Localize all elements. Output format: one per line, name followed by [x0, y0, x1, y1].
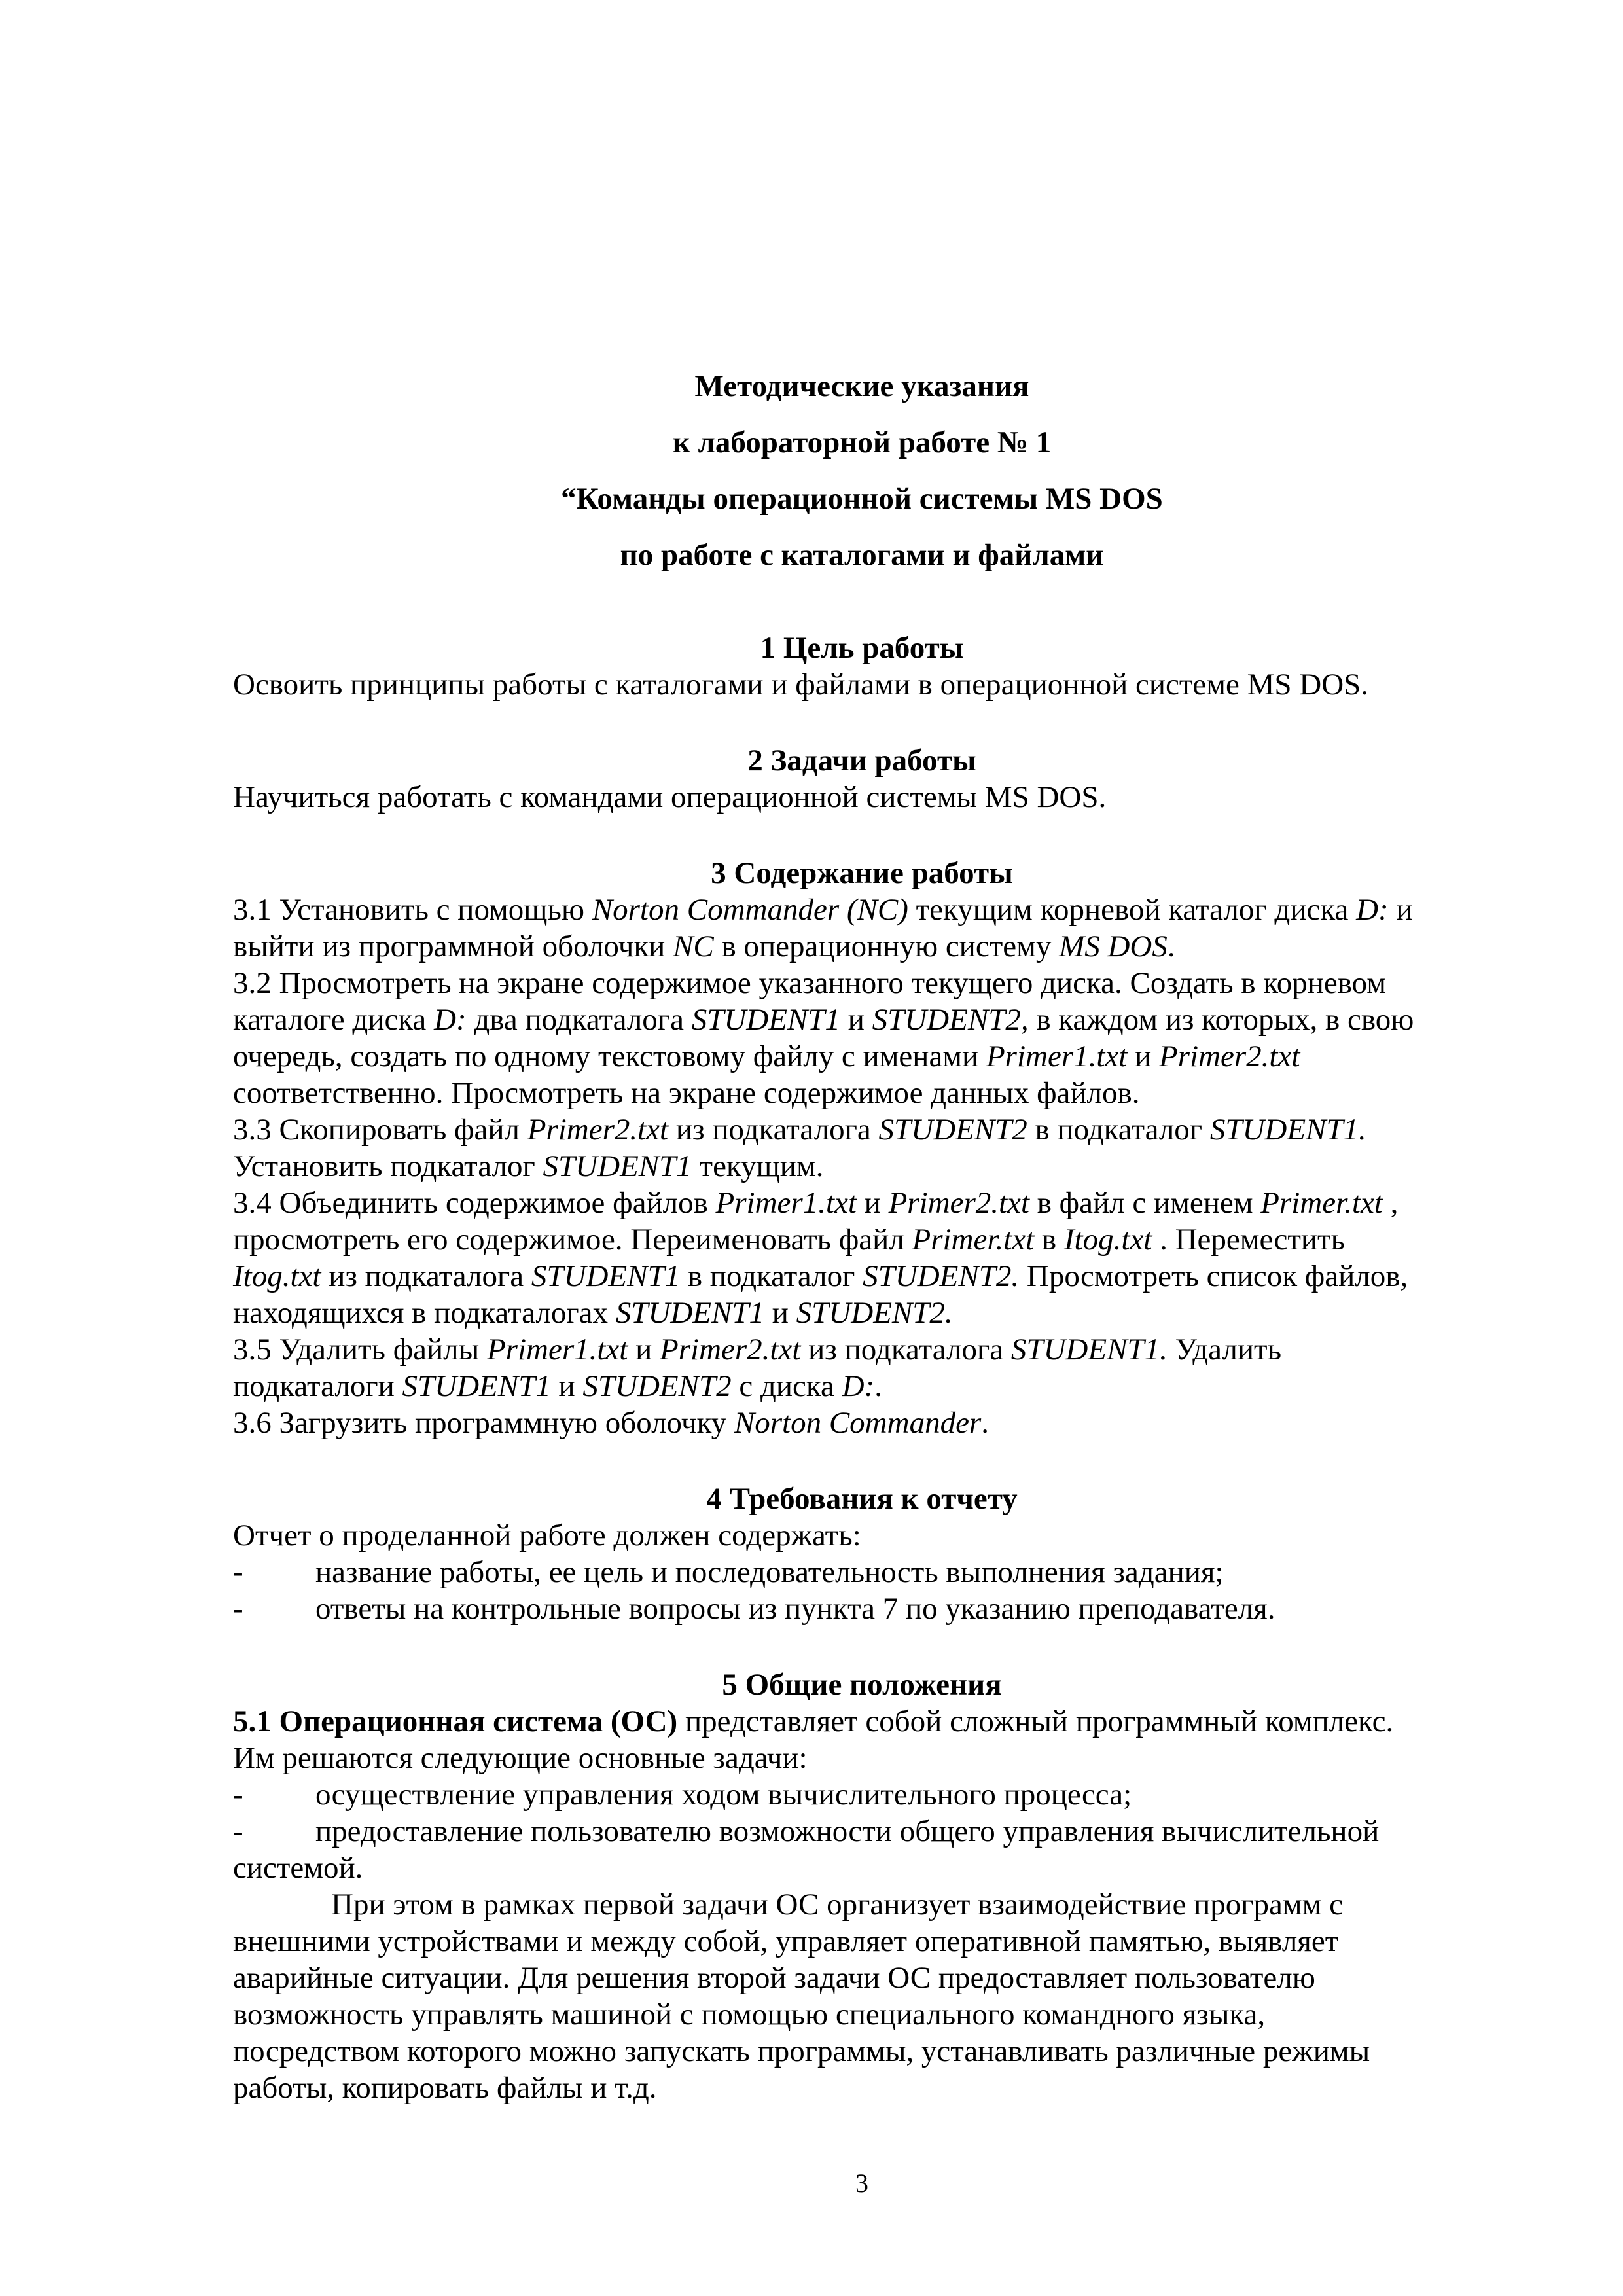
section-2-heading: 2 Задачи работы — [747, 744, 976, 778]
section-1-text: Освоить принципы работы с каталогами и файлами в операционной системе MS DOS. — [233, 668, 1369, 702]
section-5-para-line-2: внешними устройствами и между собой, управляет оперативной памятью, выявляет — [233, 1924, 1339, 1958]
section-4-heading: 4 Требования к отчету — [706, 1482, 1018, 1516]
section-1-heading: 1 Цель работы — [760, 631, 964, 665]
section-5-heading: 5 Общие положения — [722, 1668, 1002, 1702]
item-3-2-line-4: соответственно. Просмотреть на экране содержимое данных файлов. — [233, 1076, 1140, 1110]
title-line-4: по работе с каталогами и файлами — [620, 538, 1104, 572]
item-3-2-line-3: очередь, создать по одному текстовому файлу с именами Primer1.txt и Primer2.txt — [233, 1039, 1300, 1073]
section-4-intro: Отчет о проделанной работе должен содержать: — [233, 1518, 861, 1552]
title-line-1: Методические указания — [694, 369, 1029, 403]
title-line-2: к лабораторной работе № 1 — [672, 425, 1052, 459]
section-5-para-line-1: При этом в рамках первой задачи ОС организует взаимодействие программ с — [331, 1888, 1343, 1922]
item-3-4-line-4: находящихся в подкаталогах STUDENT1 и STUDENT2. — [233, 1296, 953, 1330]
section-5-para-line-6: работы, копировать файлы и т.д. — [233, 2071, 657, 2105]
title-line-3: “Команды операционной системы MS DOS — [561, 482, 1163, 516]
item-3-1-line-1: 3.1 Установить с помощью Norton Commander (NC) текущим корневой каталог диска D: и — [233, 893, 1413, 927]
document-page: Методические указания к лабораторной работе № 1 “Команды операционной системы MS DOS по работе с каталогами и файлами 1 Цель работы Освоить принципы работы с каталогами и файлами в операционной системе MS DOS. 2 Задачи работы Научиться работать с командами операционной системы MS DOS. 3 Содержание работы 3.1 Установить с помощью Norton Commander (NC) текущим корневой каталог диска D: и выйти из программной оболочки NC в операционную систему MS DOS. 3.2 Просмотреть на экране содержимое указанного текущего диска. Создать в корневом каталоге диска D: два подкаталога STUDENT1 и STUDENT2, в каждом из которых, в свою очередь, создать по одному текстовому файлу с именами Primer1.txt и Primer2.txt соответственно. Просмотреть на экране содержимое данных файлов. 3.3 Скопировать файл Primer2.txt из подкаталога STUDENT2 в подкаталог STUDENT1. Установить подкаталог STUDENT1 текущим. 3.4 Объединить содержимое файлов Primer1.txt и Primer2.txt в файл с именем Primer.txt , просмотреть его содержимое. Переименовать файл Primer.txt в Itog.txt . Переместить Itog.txt из подкаталога STUDENT1 в подкаталог STUDENT2. Просмотреть список файлов, находящихся в подкаталогах STUDENT1 и STUDENT2. 3.5 Удалить файлы Primer1.txt и Primer2.txt из подкаталога STUDENT1. Удалить подкаталоги STUDENT1 и STUDENT2 с диска D:. 3.6 Загрузить программную оболочку Norton Commander. 4 Требования к отчету Отчет о проделанной работе должен содержать: - название работы, ее цель и последовательность выполнения задания; - ответы на контрольные вопросы из пункта 7 по указанию преподавателя. 5 Общие положения 5.1 Операционная система (ОС) представляет собой сложный программный комплекс. Им решаются следующие основные задачи: - осуществление управления ходом вычислительного процесса; - предоставление пользователю возможности общего управления вычислительной системой. При этом в рамках первой задачи ОС организует взаимодействие программ с внешними устройствами и между собой, управляет оперативной памятью, выявляет аварийные ситуации. Для решения второй задачи ОС предоставляет пользователю возможность управлять машиной с помощью специального командного языка, посредством которого можно запускать программы, устанавливать различные режимы работы, копировать файлы и т.д. 3 — [0, 0, 1623, 2296]
section-5-para-line-5: посредством которого можно запускать программы, устанавливать различные режимы — [233, 2034, 1370, 2068]
item-3-2-line-1: 3.2 Просмотреть на экране содержимое указанного текущего диска. Создать в корневом — [233, 966, 1386, 1000]
item-3-4-line-3: Itog.txt из подкаталога STUDENT1 в подкаталог STUDENT2. Просмотреть список файлов, — [233, 1259, 1408, 1293]
item-3-3-line-1: 3.3 Скопировать файл Primer2.txt из подкаталога STUDENT2 в подкаталог STUDENT1. — [233, 1113, 1366, 1147]
section-2-text: Научиться работать с командами операционной системы MS DOS. — [233, 780, 1107, 814]
item-3-5-line-2: подкаталоги STUDENT1 и STUDENT2 с диска D:. — [233, 1369, 882, 1403]
item-3-4-line-2: просмотреть его содержимое. Переименовать файл Primer.txt в Itog.txt . Переместить — [233, 1223, 1346, 1257]
page-number: 3 — [855, 2168, 868, 2198]
item-3-4-line-1: 3.4 Объединить содержимое файлов Primer1.txt и Primer2.txt в файл с именем Primer.txt , — [233, 1186, 1399, 1220]
section-5-line-2: Им решаются следующие основные задачи: — [233, 1741, 808, 1775]
section-5-bullet-2-cont: системой. — [233, 1851, 363, 1885]
item-3-1-line-2: выйти из программной оболочки NC в операционную систему MS DOS. — [233, 929, 1175, 963]
item-3-2-line-2: каталоге диска D: два подкаталога STUDENT1 и STUDENT2, в каждом из которых, в свою — [233, 1003, 1414, 1037]
item-3-3-line-2: Установить подкаталог STUDENT1 текущим. — [233, 1149, 824, 1183]
section-3-heading: 3 Содержание работы — [711, 856, 1013, 890]
item-3-5-line-1: 3.5 Удалить файлы Primer1.txt и Primer2.txt из подкаталога STUDENT1. Удалить — [233, 1333, 1282, 1367]
section-5-line-1: 5.1 Операционная система (ОС) представляет собой сложный программный комплекс. — [233, 1704, 1394, 1738]
section-5-para-line-4: возможность управлять машиной с помощью специального командного языка, — [233, 1998, 1266, 2032]
item-3-6: 3.6 Загрузить программную оболочку Norton Commander. — [233, 1406, 989, 1440]
section-5-para-line-3: аварийные ситуации. Для решения второй задачи ОС предоставляет пользователю — [233, 1961, 1315, 1995]
